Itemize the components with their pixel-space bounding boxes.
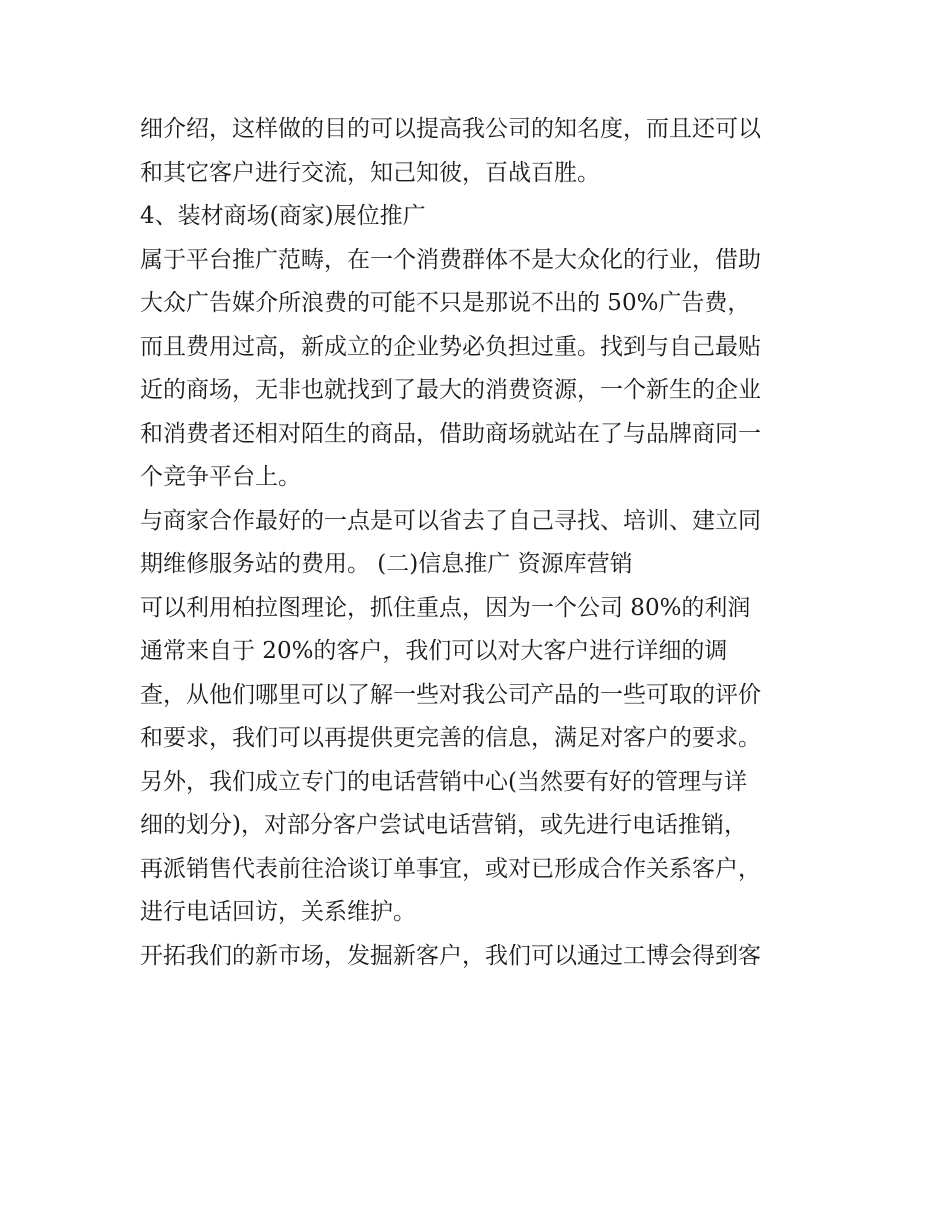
text-line: 进行电话回访，关系维护。	[140, 899, 416, 925]
text-line: 开拓我们的新市场，发掘新客户，我们可以通过工博会得到客	[140, 942, 761, 969]
text-line: 属于平台推广范畴，在一个消费群体不是大众化的行业，借助	[140, 246, 761, 273]
text-line: 和其它客户进行交流，知己知彼，百战百胜。	[140, 159, 600, 186]
text-line: 近的商场，无非也就找到了最大的消费资源，一个新生的企业	[140, 377, 761, 403]
text-line: 而且费用过高，新成立的企业势必负担过重。找到与自己最贴	[140, 333, 761, 360]
text-line: 通常来自于 20%的客户，我们可以对大客户进行详细的调	[140, 638, 728, 664]
section-heading: 4、装材商场(商家)展位推广	[140, 203, 426, 229]
body-text	[140, 108, 830, 978]
text-line: 再派销售代表前往洽谈订单事宜，或对已形成合作关系客户，	[140, 855, 761, 882]
text-line: 另外，我们成立专门的电话营销中心(当然要有好的管理与详	[140, 768, 747, 795]
text-line: 大众广告媒介所浪费的可能不只是那说不出的 50%广告费，	[140, 290, 751, 316]
text-line: 可以利用柏拉图理论，抓住重点，因为一个公司 80%的利润	[140, 594, 751, 621]
text-line: 细的划分)，对部分客户尝试电话营销，或先进行电话推销，	[140, 812, 747, 838]
text-line: 与商家合作最好的一点是可以省去了自己寻找、培训、建立同	[140, 507, 761, 534]
text-line: 和要求，我们可以再提供更完善的信息，满足对客户的要求。	[140, 725, 761, 751]
text-line: 细介绍，这样做的目的可以提高我公司的知名度，而且还可以	[140, 116, 761, 142]
text-line: 个竞争平台上。	[140, 464, 301, 490]
text-line: 和消费者还相对陌生的商品，借助商场就站在了与品牌商同一	[140, 420, 761, 447]
text-line: 期维修服务站的费用。 (二)信息推广 资源库营销	[140, 551, 633, 577]
text-line: 查，从他们哪里可以了解一些对我公司产品的一些可取的评价	[140, 681, 761, 708]
